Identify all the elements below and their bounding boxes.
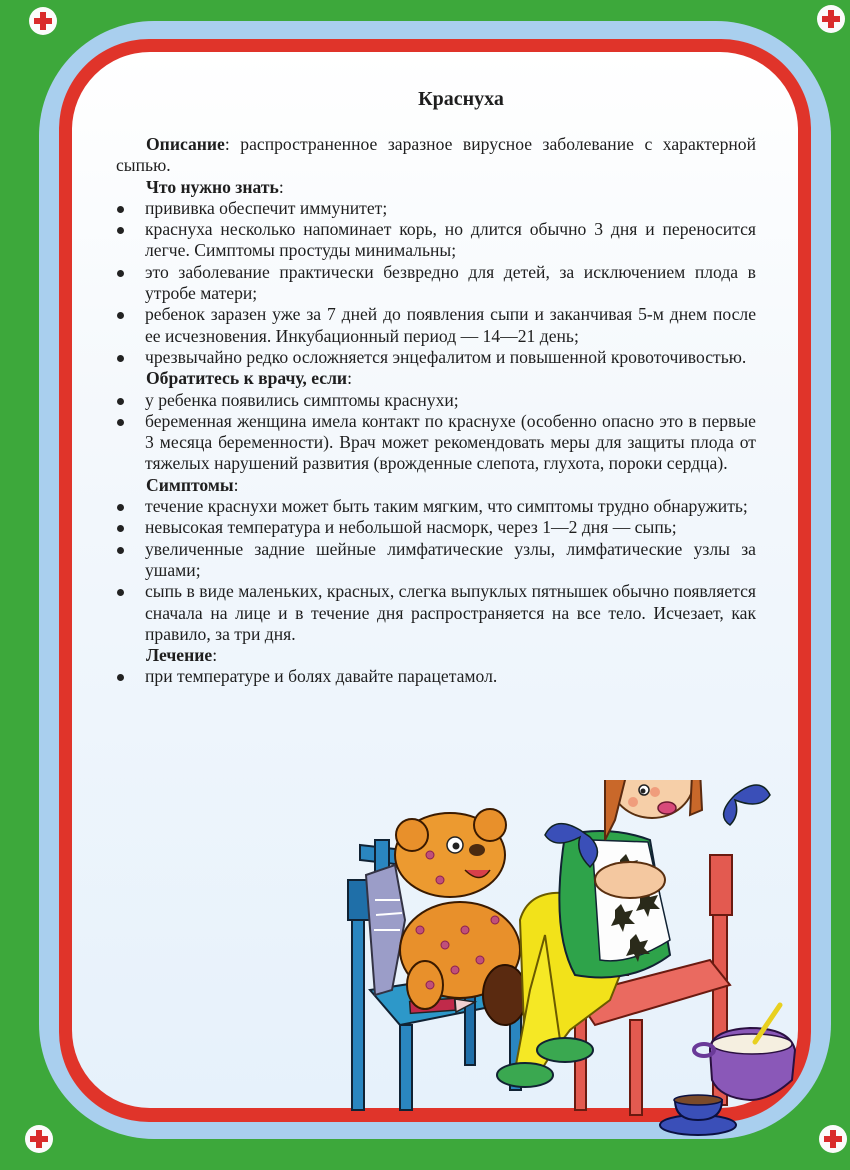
section-heading: Лечение: xyxy=(146,645,218,666)
bullet-icon xyxy=(117,589,124,596)
section-symptoms xyxy=(116,475,756,645)
list-item: невысокая температура и небольшой насморк, через 1—2 дня — сыпь; xyxy=(116,517,756,538)
section-what-to-know xyxy=(116,177,756,369)
list-item: ребенок заразен уже за 7 дней до появления сыпи и заканчивая 5-м днем после ее исчезновения. Инкубационный период — 14—21 день; xyxy=(116,304,756,347)
list-item: при температуре и болях давайте парацетамол. xyxy=(116,666,756,687)
purple-pot-icon xyxy=(694,1005,795,1100)
bullet-icon xyxy=(117,206,124,213)
red-cross-icon xyxy=(25,1125,53,1153)
list-item: это заболевание практически безвредно для детей, за исключением плода в утробе матери; xyxy=(116,262,756,305)
bullet-icon xyxy=(117,398,124,405)
section-heading: Что нужно знать: xyxy=(146,176,284,197)
bullet-list xyxy=(116,198,756,368)
bullet-icon xyxy=(117,419,124,426)
bullet-list xyxy=(116,496,756,645)
section-see-doctor xyxy=(116,368,756,474)
description-label: Описание xyxy=(146,134,225,154)
sick-children-illustration xyxy=(330,780,800,1140)
bullet-icon xyxy=(117,355,124,362)
list-item: течение краснухи может быть таким мягким, что симптомы трудно обнаружить; xyxy=(116,496,756,517)
section-treatment xyxy=(116,645,756,688)
list-item: сыпь в виде маленьких, красных, слегка выпуклых пятнышек обычно появляется сначала на лице и в течение дня распространяется на все тело. Исчезает, как правило, за три дня. xyxy=(116,581,756,645)
section-heading: Симптомы: xyxy=(146,474,239,495)
towel-icon xyxy=(366,865,405,995)
list-item: у ребенка появились симптомы краснухи; xyxy=(116,390,756,411)
bullet-icon xyxy=(117,227,124,234)
bullet-icon xyxy=(117,674,124,681)
bullet-icon xyxy=(117,504,124,511)
document-body xyxy=(116,86,756,688)
page-title: Краснуха xyxy=(418,88,504,110)
bullet-list xyxy=(116,666,756,687)
bullet-icon xyxy=(117,270,124,277)
teddy-bear-icon xyxy=(395,809,527,1025)
list-item: краснуха несколько напоминает корь, но длится обычно 3 дня и переносится легче. Симптомы простуды минимальны; xyxy=(116,219,756,262)
bullet-icon xyxy=(117,547,124,554)
bullet-icon xyxy=(117,525,124,532)
list-item: увеличенные задние шейные лимфатические узлы, лимфатические узлы за ушами; xyxy=(116,539,756,582)
red-cross-icon xyxy=(817,5,845,33)
bullet-list xyxy=(116,390,756,475)
list-item: прививка обеспечит иммунитет; xyxy=(116,198,756,219)
description-paragraph xyxy=(116,134,756,177)
list-item: беременная женщина имела контакт по краснухе (особенно опасно это в первые 3 месяца беременности). Врач может рекомендовать меры для защиты плода от тяжелых нарушений развития (врожденные слепота, глухота, пороки сердца). xyxy=(116,411,756,475)
description-text: : распространенное заразное вирусное заболевание с характерной сыпью. xyxy=(116,134,756,176)
section-heading: Обратитесь к врачу, если: xyxy=(146,368,352,389)
red-cross-icon xyxy=(29,7,57,35)
red-cross-icon xyxy=(819,1125,847,1153)
bullet-icon xyxy=(117,312,124,319)
list-item: чрезвычайно редко осложняется энцефалитом и повышенной кровоточивостью. xyxy=(116,347,756,368)
